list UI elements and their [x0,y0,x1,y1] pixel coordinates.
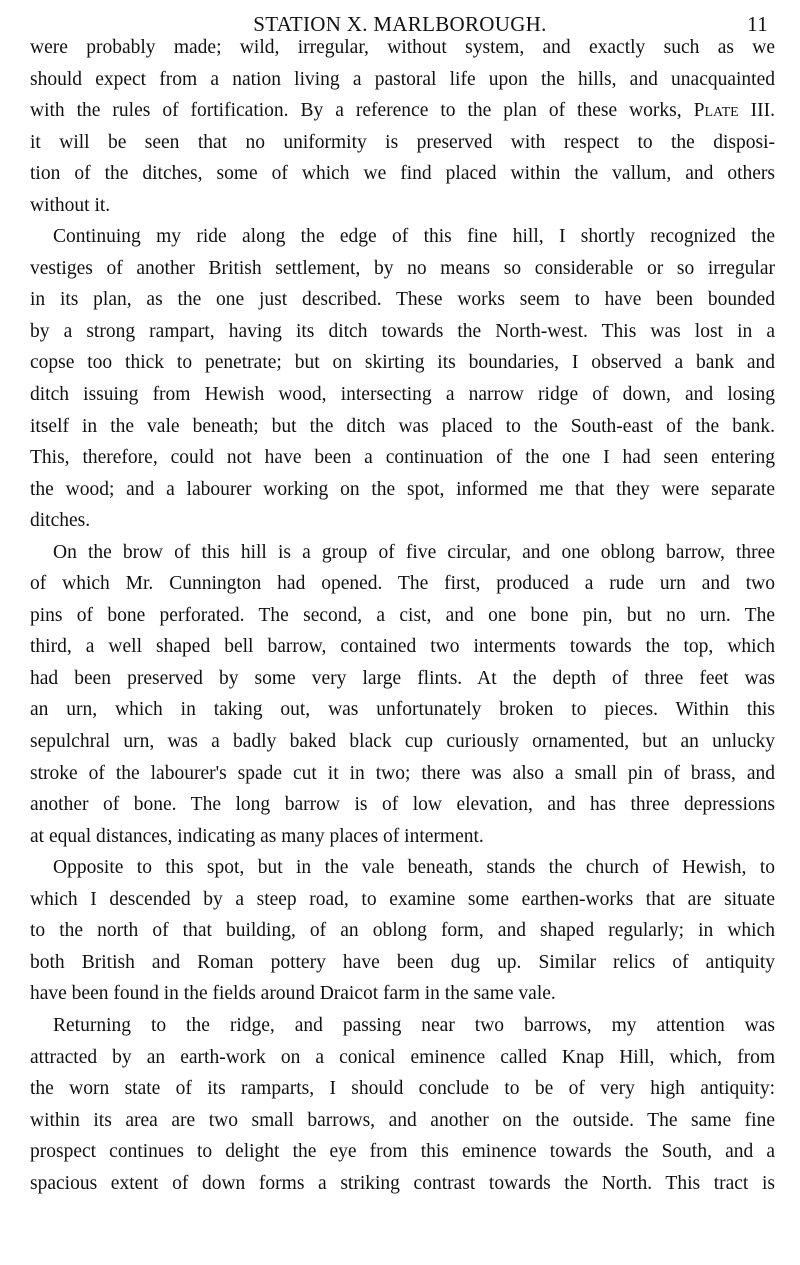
text-line: were probably made; wild, irregular, without system, and exactly such as we [30,37,775,58]
text-line: the worn state of its ramparts, I should conclude to be of very high antiquity: [30,1078,775,1100]
text-line: copse too thick to penetrate; but on skirting its boundaries, I observed a bank and [30,352,775,374]
text-line: vestiges of another British settlement, by no means so considerable or so irregular [30,257,775,279]
text-line: Continuing my ride along the edge of this fine hill, I shortly recognized the [53,226,775,248]
text-line: at equal distances, indicating as many places of interment. [30,825,484,847]
text-line: without it. [30,194,111,216]
text-line: tion of the ditches, some of which we find placed within the vallum, and others [30,163,775,185]
text-line: which I descended by a steep road, to examine some earthen-works that are situate [30,888,775,910]
text-line: of which Mr. Cunnington had opened. The first, produced a rude urn and two [30,573,775,595]
text-line: in its plan, as the one just described. These works seem to have been bounded [30,289,775,311]
text-line: to the north of that building, of an oblong form, and shaped regularly; in which [30,920,775,942]
paragraph [30,537,775,852]
paragraph [30,1010,775,1199]
text-line: attracted by an earth-work on a conical eminence called Knap Hill, which, from [30,1046,775,1068]
running-title: STATION X. MARLBOROUGH. [253,12,547,36]
paragraph [30,221,775,536]
text-line: sepulchral urn, was a badly baked black cup curiously ornamented, but an unlucky [30,731,775,753]
text-line: it will be seen that no uniformity is preserved with respect to the disposi- [30,131,775,153]
text-line: by a strong rampart, having its ditch towards the North-west. This was lost in a [30,320,775,342]
text-line: This, therefore, could not have been a continuation of the one I had seen entering [30,447,775,469]
text-line: an urn, which in taking out, was unfortunately broken to pieces. Within this [30,699,775,721]
text-line: had been preserved by some very large flints. At the depth of three feet was [30,667,775,689]
text-line: Returning to the ridge, and passing near two barrows, my attention was [53,1014,775,1036]
text-line: itself in the vale beneath; but the ditch was placed to the South-east of the bank. [30,415,775,437]
text-line: ditches. [30,510,91,532]
text-line: third, a well shaped bell barrow, contained two interments towards the top, which [30,636,775,658]
text-line: both British and Roman pottery have been dug up. Similar relics of antiquity [30,951,775,973]
plate-reference: Plate [693,100,739,122]
text-line: stroke of the labourer's spade cut it in two; there was also a small pin of brass, and [30,762,775,784]
text-line: ditch issuing from Hewish wood, intersecting a narrow ridge of down, and losing [30,384,775,406]
text-line: Opposite to this spot, but in the vale beneath, stands the church of Hewish, to [53,857,775,879]
paragraph [30,32,775,221]
text-line: within its area are two small barrows, and another on the outside. The same fine [30,1109,775,1131]
text-line: with the rules of fortification. By a reference to the plan of these works, Plate III. [30,100,776,122]
text-line: pins of bone perforated. The second, a cist, and one bone pin, but no urn. The [30,604,775,626]
text-line: the wood; and a labourer working on the spot, informed me that they were separate [30,478,775,500]
body-text [30,32,775,1199]
text-line: prospect continues to delight the eye from this eminence towards the South, and a [30,1141,775,1163]
text-line: should expect from a nation living a pastoral life upon the hills, and unacquainted [30,68,775,90]
page-number: 11 [747,12,768,36]
paragraph [30,852,775,1010]
text-line: another of bone. The long barrow is of low elevation, and has three depressions [30,794,775,816]
text-line: have been found in the fields around Draicot farm in the same vale. [30,983,556,1005]
text-line: On the brow of this hill is a group of five circular, and one oblong barrow, three [53,541,775,563]
text-line: spacious extent of down forms a striking contrast towards the North. This tract is [30,1172,775,1194]
